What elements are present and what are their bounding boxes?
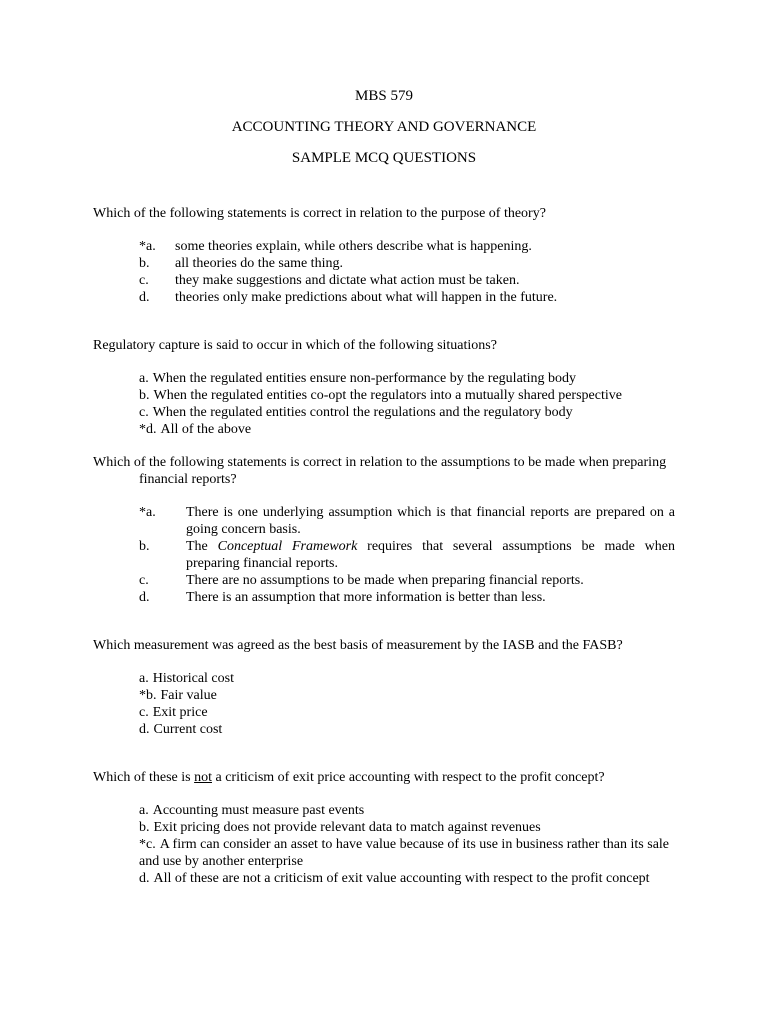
option-text: Exit pricing does not provide relevant data to match against revenues (153, 820, 541, 835)
option-text: All of the above (160, 422, 252, 437)
question-text: Which measurement was agreed as the best basis of measurement by the IASB and the FASB? (93, 638, 623, 653)
option-label: *a. (139, 239, 156, 254)
course-code: MBS 579 (355, 88, 413, 104)
option-label: c. (139, 273, 149, 288)
option-label: b. (139, 539, 150, 554)
option-text: When the regulated entities co-opt the regulators into a mutually shared perspective (153, 388, 622, 403)
option-label: a. (139, 671, 149, 686)
document-page (93, 87, 675, 887)
option-item (139, 836, 675, 870)
option-text-emphasis: Conceptual Framework (217, 539, 358, 554)
option-label: c. (139, 705, 149, 720)
option-text-pre: The (186, 539, 218, 554)
option-label: c. (139, 573, 149, 588)
option-label: b. (139, 820, 150, 835)
question-3 (93, 454, 675, 606)
option-item (139, 704, 675, 721)
question-text-pre: Which of these is (93, 770, 195, 785)
option-list (93, 370, 675, 438)
option-label: c. (139, 405, 149, 420)
option-item (139, 421, 675, 438)
option-list (93, 238, 675, 306)
option-text: some theories explain, while others describe what is happening. (175, 239, 532, 254)
option-text: Fair value (160, 688, 217, 703)
option-text: they make suggestions and dictate what action must be taken. (175, 273, 520, 288)
question-text-post: a criticism of exit price accounting with respect to the profit concept? (211, 770, 605, 785)
option-label: d. (139, 290, 150, 305)
document-subtitle: SAMPLE MCQ QUESTIONS (291, 150, 477, 166)
option-text: Historical cost (152, 671, 234, 686)
option-text: Current cost (153, 722, 223, 737)
option-item (139, 404, 675, 421)
question-5 (93, 769, 675, 887)
option-label: a. (139, 803, 149, 818)
question-text: Which of the following statements is correct in relation to the assumptions to be made when preparing financial reports? (93, 455, 667, 487)
option-text: There are no assumptions to be made when preparing financial reports. (186, 573, 584, 588)
option-item (139, 272, 675, 289)
question-text (93, 769, 675, 786)
option-text-post: requires that several assumptions be made when preparing financial reports. (186, 539, 676, 571)
option-text: all theories do the same thing. (175, 256, 343, 271)
option-text: A firm can consider an asset to have value because of its use in business rather than its sale and use by another enterprise (139, 837, 670, 869)
option-text: There is an assumption that more information is better than less. (186, 590, 546, 605)
option-label: b. (139, 256, 150, 271)
option-label: *d. (139, 422, 157, 437)
option-list (93, 802, 675, 887)
option-item (139, 687, 675, 704)
option-item (139, 589, 675, 606)
option-text: All of these are not a criticism of exit value accounting with respect to the profit concept (153, 871, 650, 886)
option-label: *b. (139, 688, 157, 703)
question-1 (93, 205, 675, 306)
question-4 (93, 637, 675, 738)
option-label: d. (139, 722, 150, 737)
option-item (139, 538, 675, 572)
option-label: *a. (139, 505, 156, 520)
option-item (139, 670, 675, 687)
option-item (139, 572, 675, 589)
option-label: b. (139, 388, 150, 403)
option-item (139, 238, 675, 255)
course-title: ACCOUNTING THEORY AND GOVERNANCE (231, 119, 537, 135)
option-text: When the regulated entities control the regulations and the regulatory body (152, 405, 573, 420)
option-item (139, 870, 675, 887)
option-item (139, 387, 675, 404)
option-list (93, 504, 675, 606)
option-item (139, 802, 675, 819)
option-label: a. (139, 371, 149, 386)
option-label: d. (139, 871, 150, 886)
option-item (139, 819, 675, 836)
question-2 (93, 337, 675, 438)
question-text-underline: not (194, 770, 212, 785)
option-text: When the regulated entities ensure non-performance by the regulating body (152, 371, 577, 386)
option-text: There is one underlying assumption which is that financial reports are prepared on a going concern basis. (186, 505, 675, 537)
option-text: Exit price (152, 705, 208, 720)
option-item (139, 504, 675, 538)
option-item (139, 289, 675, 306)
option-item (139, 255, 675, 272)
option-list (93, 670, 675, 738)
option-text: theories only make predictions about what will happen in the future. (175, 290, 558, 305)
option-label: d. (139, 590, 150, 605)
option-item (139, 721, 675, 738)
option-item (139, 370, 675, 387)
question-text: Regulatory capture is said to occur in which of the following situations? (93, 338, 497, 353)
option-text: Accounting must measure past events (152, 803, 365, 818)
question-text: Which of the following statements is correct in relation to the purpose of theory? (93, 206, 546, 221)
option-label: *c. (139, 837, 156, 852)
option-text (186, 538, 675, 572)
